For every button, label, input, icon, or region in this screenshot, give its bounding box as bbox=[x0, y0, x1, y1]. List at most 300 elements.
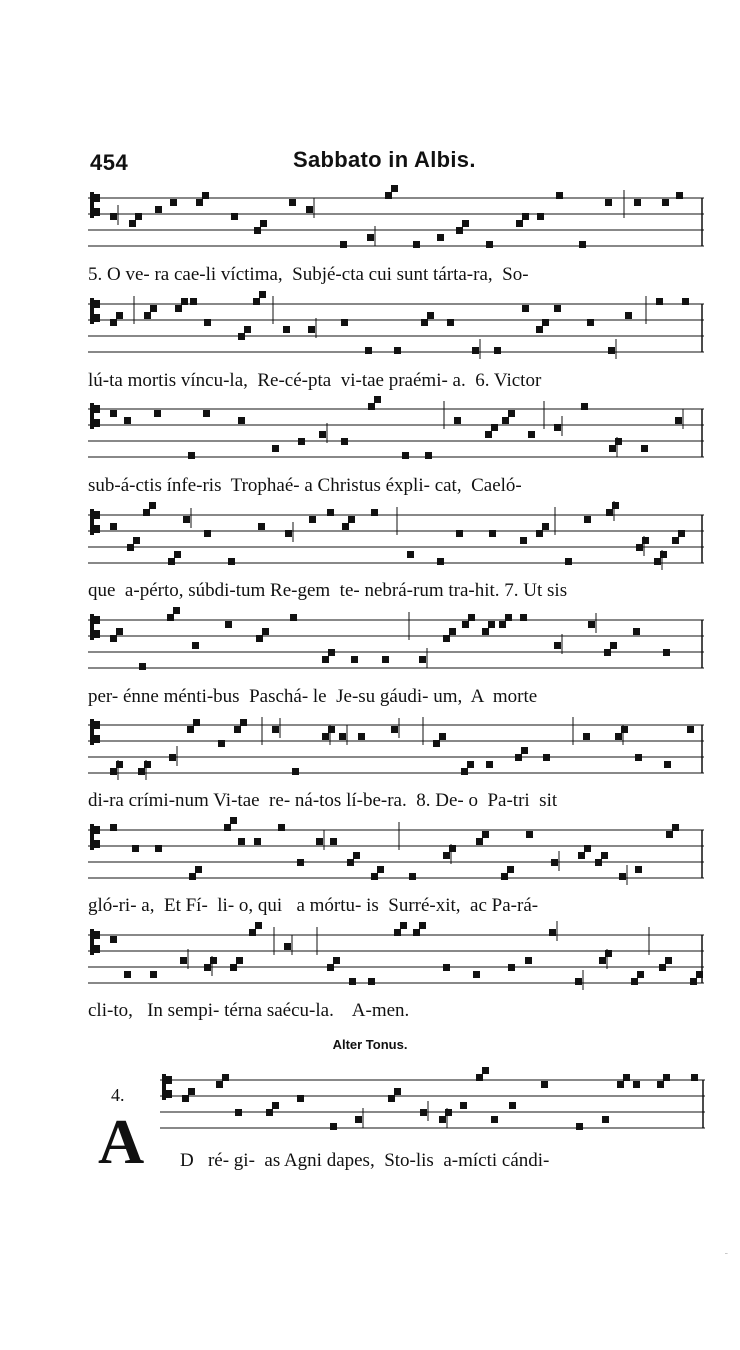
neume bbox=[439, 733, 446, 740]
neume bbox=[253, 298, 260, 305]
neume bbox=[218, 740, 225, 747]
neume bbox=[203, 410, 210, 417]
lyric-line-3: sub-á-ctis ínfe-ris Trophaé- a Christus éxpli- cat, Caeló- bbox=[88, 475, 522, 496]
neume bbox=[368, 978, 375, 985]
neume bbox=[468, 614, 475, 621]
neume bbox=[124, 417, 131, 424]
neume bbox=[371, 509, 378, 516]
neume bbox=[204, 319, 211, 326]
neume bbox=[672, 537, 679, 544]
neume bbox=[391, 185, 398, 192]
neume bbox=[663, 649, 670, 656]
neume bbox=[501, 873, 508, 880]
neume bbox=[642, 537, 649, 544]
lyric-line-alter: D ré- gi- as Agni dapes, Sto-lis a-mícti cándi- bbox=[180, 1150, 550, 1171]
clef-head bbox=[94, 630, 100, 638]
neume bbox=[672, 824, 679, 831]
clef-head bbox=[94, 840, 100, 848]
neume bbox=[196, 199, 203, 206]
lyric-line-7: gló-ri- a, Et Fí- li- o, qui a mórtu- is Surré-xit, ac Pa-rá- bbox=[88, 895, 539, 916]
neume bbox=[542, 523, 549, 530]
chant-staff-5 bbox=[88, 610, 704, 680]
neume bbox=[225, 621, 232, 628]
neume bbox=[467, 761, 474, 768]
neume bbox=[116, 628, 123, 635]
neume bbox=[542, 319, 549, 326]
neume bbox=[608, 347, 615, 354]
neume bbox=[522, 213, 529, 220]
neume bbox=[394, 929, 401, 936]
neume bbox=[565, 558, 572, 565]
neume bbox=[588, 621, 595, 628]
neume bbox=[482, 628, 489, 635]
neume bbox=[327, 509, 334, 516]
neume bbox=[110, 523, 117, 530]
neume bbox=[144, 312, 151, 319]
chant-staff-4 bbox=[88, 505, 704, 575]
neume bbox=[187, 726, 194, 733]
neume bbox=[341, 438, 348, 445]
neume bbox=[170, 199, 177, 206]
neume bbox=[460, 1102, 467, 1109]
neume bbox=[124, 971, 131, 978]
neume bbox=[149, 502, 156, 509]
neume bbox=[508, 964, 515, 971]
neume bbox=[625, 312, 632, 319]
neume bbox=[258, 523, 265, 530]
neume bbox=[636, 544, 643, 551]
neume bbox=[308, 326, 315, 333]
neume bbox=[297, 1095, 304, 1102]
neume bbox=[210, 957, 217, 964]
neume bbox=[377, 866, 384, 873]
neume bbox=[520, 537, 527, 544]
neume bbox=[132, 845, 139, 852]
neume bbox=[554, 305, 561, 312]
neume bbox=[635, 754, 642, 761]
neume bbox=[526, 831, 533, 838]
clef-head bbox=[94, 735, 100, 743]
neume bbox=[174, 551, 181, 558]
lyric-line-6: di-ra crími-num Vi-tae re- ná-tos lí-be-ra. 8. De- o Pa-tri sit bbox=[88, 790, 558, 811]
neume bbox=[342, 523, 349, 530]
neume bbox=[413, 241, 420, 248]
neume bbox=[482, 1067, 489, 1074]
clef-bar bbox=[90, 929, 94, 955]
neume bbox=[641, 445, 648, 452]
neume bbox=[619, 873, 626, 880]
neume bbox=[449, 628, 456, 635]
neume bbox=[612, 502, 619, 509]
lyric-line-1: 5. O ve- ra cae-li víctima, Subjé-cta cui sunt tárta-ra, So- bbox=[88, 264, 529, 285]
neume bbox=[328, 726, 335, 733]
neume bbox=[204, 530, 211, 537]
neume bbox=[476, 1074, 483, 1081]
neume bbox=[349, 978, 356, 985]
neume bbox=[175, 305, 182, 312]
neume bbox=[615, 733, 622, 740]
neume bbox=[110, 824, 117, 831]
neume bbox=[587, 319, 594, 326]
neume bbox=[584, 845, 591, 852]
neume bbox=[602, 1116, 609, 1123]
neume bbox=[234, 726, 241, 733]
neume bbox=[190, 298, 197, 305]
neume bbox=[595, 859, 602, 866]
chant-staff-2 bbox=[88, 294, 704, 364]
neume bbox=[167, 614, 174, 621]
neume bbox=[394, 347, 401, 354]
neume bbox=[353, 852, 360, 859]
neume bbox=[188, 452, 195, 459]
neume bbox=[609, 445, 616, 452]
neume bbox=[298, 438, 305, 445]
neume bbox=[341, 319, 348, 326]
alter-tonus-heading: Alter Tonus. bbox=[332, 1037, 408, 1052]
neume bbox=[420, 1109, 427, 1116]
neume bbox=[631, 978, 638, 985]
neume bbox=[575, 978, 582, 985]
neume bbox=[456, 530, 463, 537]
neume bbox=[605, 199, 612, 206]
neume bbox=[494, 347, 501, 354]
neume bbox=[272, 726, 279, 733]
neume bbox=[676, 192, 683, 199]
neume bbox=[437, 234, 444, 241]
neume bbox=[554, 424, 561, 431]
clef-head bbox=[94, 405, 100, 413]
neume bbox=[240, 719, 247, 726]
clef-bar bbox=[90, 192, 94, 218]
neume bbox=[659, 964, 666, 971]
neume bbox=[413, 929, 420, 936]
neume bbox=[425, 452, 432, 459]
neume bbox=[116, 761, 123, 768]
neume bbox=[180, 957, 187, 964]
neume bbox=[656, 298, 663, 305]
neume bbox=[238, 838, 245, 845]
neume bbox=[462, 621, 469, 628]
neume bbox=[515, 754, 522, 761]
neume bbox=[489, 530, 496, 537]
neume bbox=[340, 241, 347, 248]
neume bbox=[285, 530, 292, 537]
neume bbox=[155, 206, 162, 213]
neume bbox=[437, 558, 444, 565]
neume bbox=[633, 628, 640, 635]
neume bbox=[150, 305, 157, 312]
neume bbox=[687, 726, 694, 733]
neume bbox=[525, 957, 532, 964]
neume bbox=[520, 614, 527, 621]
neume bbox=[485, 431, 492, 438]
neume bbox=[576, 1123, 583, 1130]
neume bbox=[110, 319, 117, 326]
neume bbox=[110, 213, 117, 220]
neume bbox=[355, 1116, 362, 1123]
neume bbox=[230, 817, 237, 824]
neume bbox=[578, 852, 585, 859]
neume bbox=[230, 964, 237, 971]
neume bbox=[419, 656, 426, 663]
neume bbox=[327, 964, 334, 971]
clef-head bbox=[94, 826, 100, 834]
neume bbox=[222, 1074, 229, 1081]
neume bbox=[328, 649, 335, 656]
neume bbox=[486, 761, 493, 768]
neume bbox=[482, 831, 489, 838]
neume bbox=[507, 866, 514, 873]
neume bbox=[666, 831, 673, 838]
neume bbox=[606, 509, 613, 516]
neume bbox=[351, 656, 358, 663]
neume bbox=[116, 312, 123, 319]
neume bbox=[266, 1109, 273, 1116]
neume bbox=[409, 873, 416, 880]
clef-head bbox=[94, 194, 100, 202]
clef-bar bbox=[90, 403, 94, 429]
neume bbox=[427, 312, 434, 319]
neume bbox=[278, 824, 285, 831]
neume bbox=[665, 957, 672, 964]
neume bbox=[236, 957, 243, 964]
tone-number: 4. bbox=[111, 1085, 125, 1105]
neume bbox=[238, 333, 245, 340]
neume bbox=[678, 530, 685, 537]
neume bbox=[421, 319, 428, 326]
neume bbox=[516, 220, 523, 227]
clef-head bbox=[94, 300, 100, 308]
neume bbox=[537, 213, 544, 220]
neume bbox=[635, 866, 642, 873]
neume bbox=[188, 1088, 195, 1095]
neume bbox=[610, 642, 617, 649]
neume bbox=[682, 298, 689, 305]
neume bbox=[654, 558, 661, 565]
neume bbox=[289, 199, 296, 206]
neume bbox=[358, 733, 365, 740]
neume bbox=[462, 220, 469, 227]
neume bbox=[254, 227, 261, 234]
neume bbox=[549, 929, 556, 936]
chant-staff-7 bbox=[88, 820, 704, 890]
neume bbox=[169, 754, 176, 761]
neume bbox=[330, 838, 337, 845]
clef-head bbox=[94, 931, 100, 939]
neume bbox=[505, 614, 512, 621]
clef-bar bbox=[90, 719, 94, 745]
neume bbox=[382, 656, 389, 663]
neume bbox=[536, 326, 543, 333]
neume bbox=[272, 445, 279, 452]
neume bbox=[143, 509, 150, 516]
clef-head bbox=[94, 721, 100, 729]
neume bbox=[657, 1081, 664, 1088]
neume bbox=[623, 1074, 630, 1081]
neume bbox=[110, 936, 117, 943]
neume bbox=[182, 1095, 189, 1102]
neume bbox=[663, 1074, 670, 1081]
neume bbox=[259, 291, 266, 298]
neume bbox=[367, 234, 374, 241]
neume bbox=[541, 1081, 548, 1088]
neume bbox=[202, 192, 209, 199]
neume bbox=[502, 417, 509, 424]
clef-head bbox=[94, 511, 100, 519]
page-number: 454 bbox=[90, 150, 129, 175]
neume bbox=[488, 621, 495, 628]
neume bbox=[664, 761, 671, 768]
neume bbox=[173, 607, 180, 614]
neume bbox=[154, 410, 161, 417]
neume bbox=[476, 838, 483, 845]
neume bbox=[139, 663, 146, 670]
neume bbox=[445, 1109, 452, 1116]
neume bbox=[486, 241, 493, 248]
neume bbox=[290, 614, 297, 621]
neume bbox=[543, 754, 550, 761]
neume bbox=[138, 768, 145, 775]
neume bbox=[633, 1081, 640, 1088]
neume bbox=[601, 852, 608, 859]
neume bbox=[456, 227, 463, 234]
neume bbox=[133, 537, 140, 544]
neume bbox=[189, 873, 196, 880]
neume bbox=[388, 1095, 395, 1102]
lyric-line-5: per- énne ménti-bus Paschá- le Je-su gáudi- um, A morte bbox=[88, 686, 538, 707]
neume bbox=[135, 213, 142, 220]
chant-staff-alter bbox=[160, 1070, 705, 1140]
neume bbox=[371, 873, 378, 880]
neume bbox=[449, 845, 456, 852]
neume bbox=[499, 621, 506, 628]
neume bbox=[394, 1088, 401, 1095]
neume bbox=[216, 1081, 223, 1088]
neume bbox=[407, 551, 414, 558]
chant-staff-1 bbox=[88, 188, 704, 258]
neume bbox=[419, 922, 426, 929]
neume bbox=[521, 747, 528, 754]
clef-head bbox=[166, 1090, 172, 1098]
neume bbox=[224, 824, 231, 831]
neume bbox=[599, 957, 606, 964]
clef-bar bbox=[90, 298, 94, 324]
neume bbox=[306, 206, 313, 213]
clef-bar bbox=[162, 1074, 166, 1100]
neume bbox=[262, 628, 269, 635]
neume bbox=[255, 922, 262, 929]
neume bbox=[391, 726, 398, 733]
neume bbox=[339, 733, 346, 740]
neume bbox=[522, 305, 529, 312]
neume bbox=[621, 726, 628, 733]
clef-head bbox=[94, 945, 100, 953]
clef-head bbox=[166, 1076, 172, 1084]
neume bbox=[615, 438, 622, 445]
neume bbox=[536, 530, 543, 537]
neume bbox=[228, 558, 235, 565]
lyric-line-2: lú-ta mortis víncu-la, Re-cé-pta vi-tae praémi- a. 6. Victor bbox=[88, 370, 542, 391]
clef-head bbox=[94, 525, 100, 533]
neume bbox=[579, 241, 586, 248]
neume bbox=[447, 319, 454, 326]
neume bbox=[551, 859, 558, 866]
neume bbox=[433, 740, 440, 747]
neume bbox=[439, 1116, 446, 1123]
neume bbox=[284, 943, 291, 950]
neume bbox=[605, 950, 612, 957]
drop-cap-initial: A bbox=[98, 1106, 145, 1177]
neume bbox=[473, 971, 480, 978]
neume bbox=[256, 635, 263, 642]
neume bbox=[168, 558, 175, 565]
neume bbox=[348, 516, 355, 523]
neume bbox=[249, 929, 256, 936]
neume bbox=[690, 978, 697, 985]
neume bbox=[183, 516, 190, 523]
neume bbox=[292, 768, 299, 775]
neume bbox=[316, 838, 323, 845]
neume bbox=[662, 199, 669, 206]
neume bbox=[508, 410, 515, 417]
neume bbox=[365, 347, 372, 354]
neume bbox=[309, 516, 316, 523]
neume bbox=[509, 1102, 516, 1109]
neume bbox=[374, 396, 381, 403]
neume bbox=[634, 199, 641, 206]
neume bbox=[155, 845, 162, 852]
neume bbox=[604, 649, 611, 656]
neume bbox=[238, 417, 245, 424]
page-title: Sabbato in Albis. bbox=[293, 147, 476, 172]
clef-head bbox=[94, 314, 100, 322]
neume bbox=[181, 298, 188, 305]
neume bbox=[110, 768, 117, 775]
chant-staff-6 bbox=[88, 715, 704, 785]
neume bbox=[110, 410, 117, 417]
neume bbox=[584, 516, 591, 523]
neume bbox=[637, 971, 644, 978]
neume bbox=[272, 1102, 279, 1109]
neume bbox=[528, 431, 535, 438]
neume bbox=[283, 326, 290, 333]
clef-bar bbox=[90, 614, 94, 640]
neume bbox=[461, 768, 468, 775]
neume bbox=[675, 417, 682, 424]
neume bbox=[347, 859, 354, 866]
neume bbox=[402, 452, 409, 459]
neume bbox=[193, 719, 200, 726]
neume bbox=[150, 971, 157, 978]
neume bbox=[581, 403, 588, 410]
neume bbox=[556, 192, 563, 199]
neume bbox=[322, 656, 329, 663]
corner-mark: - bbox=[724, 1248, 728, 1259]
neume bbox=[231, 213, 238, 220]
neume bbox=[330, 1123, 337, 1130]
neume bbox=[554, 642, 561, 649]
neume bbox=[443, 964, 450, 971]
neume bbox=[260, 220, 267, 227]
lyric-line-4: que a-pérto, súbdi-tum Re-gem te- nebrá-rum tra-hit. 7. Ut sis bbox=[88, 580, 568, 601]
neume bbox=[443, 852, 450, 859]
neume bbox=[333, 957, 340, 964]
neume bbox=[617, 1081, 624, 1088]
clef-head bbox=[94, 419, 100, 427]
neume bbox=[491, 424, 498, 431]
neume bbox=[400, 922, 407, 929]
clef-head bbox=[94, 208, 100, 216]
